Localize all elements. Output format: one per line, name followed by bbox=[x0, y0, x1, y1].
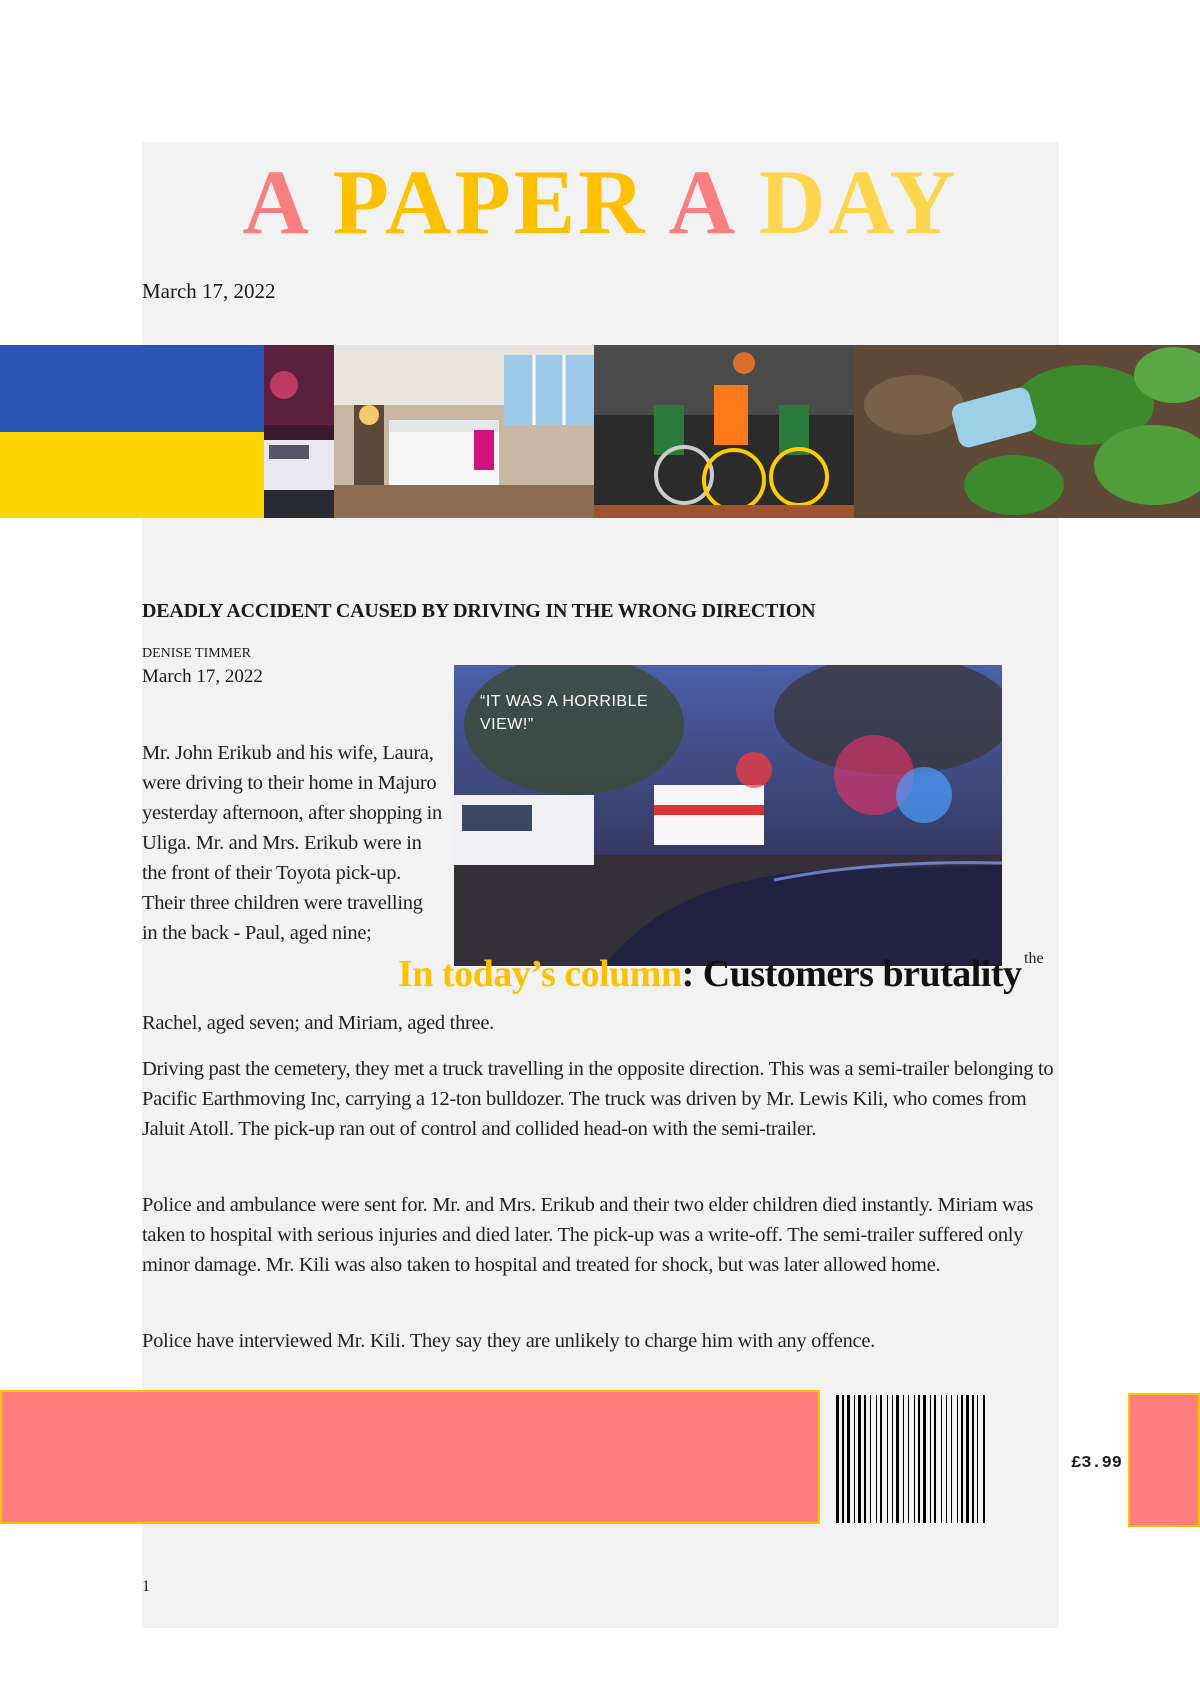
column-teaser-stray-word: the bbox=[1024, 950, 1044, 967]
barcode-bar bbox=[876, 1395, 877, 1523]
barcode-bar bbox=[896, 1395, 899, 1523]
barcode-bar bbox=[847, 1395, 850, 1523]
article-paragraph-1: Mr. John Erikub and his wife, Laura, were driving to their home in Majuro yesterday afternoon, after shopping in Uliga. Mr. and Mrs. Erikub were in the front of their Toyota pick-up. Their three children were travelling in the back - Paul, aged nine; bbox=[142, 742, 442, 944]
barcode-bar bbox=[918, 1395, 920, 1523]
barcode-bar bbox=[957, 1395, 958, 1523]
barcode-bar bbox=[908, 1395, 909, 1523]
barcode-bar bbox=[972, 1395, 974, 1523]
barcode-bar bbox=[946, 1395, 947, 1523]
column-teaser-label: In today’s column bbox=[398, 953, 682, 995]
article-paragraph-3: Police and ambulance were sent for. Mr. and Mrs. Erikub and their two elder children died instantly. Miriam was taken to hospital with serious injuries and died later. The pick-up was a write-off. The semi-trailer suffered only minor damage. Mr. Kili was also taken to hospital and treated for shock, but was later allowed home. bbox=[142, 1194, 1034, 1276]
page-number: 1 bbox=[142, 1578, 150, 1595]
barcode-bar bbox=[870, 1395, 871, 1523]
barcode-bar bbox=[966, 1395, 969, 1523]
price-label: £3.99 bbox=[1071, 1454, 1123, 1473]
barcode-bar bbox=[887, 1395, 888, 1523]
masthead-word-day: DAY bbox=[758, 151, 959, 253]
police-car-night-image bbox=[264, 345, 334, 518]
masthead-title bbox=[142, 150, 1059, 256]
barcode-bar bbox=[983, 1395, 985, 1523]
barcode-bar bbox=[880, 1395, 882, 1523]
masthead-word-a-2: A bbox=[668, 151, 733, 253]
ukraine-flag-image bbox=[0, 345, 264, 518]
article-paragraph-4: Police have interviewed Mr. Kili. They say they are unlikely to charge him with any offence. bbox=[142, 1330, 875, 1352]
masthead-word-a: A bbox=[242, 151, 307, 253]
barcode-bar bbox=[923, 1395, 926, 1523]
barcode-bar bbox=[842, 1395, 844, 1523]
discarded-face-mask-image bbox=[854, 345, 1200, 518]
barcode-bar bbox=[903, 1395, 904, 1523]
column-teaser-topic: Customers brutality bbox=[702, 953, 1022, 995]
barcode-bar bbox=[892, 1395, 893, 1523]
article-paragraph-1-continued: Rachel, aged seven; and Miriam, aged three. bbox=[142, 1012, 494, 1034]
wheelchair-basketball-image bbox=[594, 345, 854, 518]
article-date: March 17, 2022 bbox=[142, 666, 263, 687]
article-headline: DEADLY ACCIDENT CAUSED BY DRIVING IN THE WRONG DIRECTION bbox=[142, 600, 816, 622]
hotel-room-image bbox=[334, 345, 594, 518]
barcode-bar bbox=[934, 1395, 936, 1523]
barcode-bar bbox=[854, 1395, 855, 1523]
column-teaser-colon: : bbox=[681, 953, 694, 995]
barcode bbox=[834, 1395, 1084, 1523]
column-teaser bbox=[398, 952, 1022, 996]
footer-banner bbox=[0, 1390, 820, 1524]
barcode-bar bbox=[914, 1395, 915, 1523]
barcode-bar bbox=[930, 1395, 931, 1523]
barcode-bar bbox=[977, 1395, 978, 1523]
masthead-word-paper: PAPER bbox=[332, 151, 648, 253]
issue-date: March 17, 2022 bbox=[142, 279, 276, 303]
barcode-bar bbox=[858, 1395, 861, 1523]
article-byline: DENISE TIMMER bbox=[142, 646, 252, 661]
barcode-bar bbox=[961, 1395, 963, 1523]
article-paragraph-2: Driving past the cemetery, they met a truck travelling in the opposite direction. This was a semi-trailer belonging to Pacific Earthmoving Inc, carrying a 12-ton bulldozer. The truck was driven by Mr. Lewis Kili, who comes from Jaluit Atoll. The pick-up ran out of control and collided head-on with the semi-trailer. bbox=[142, 1058, 1054, 1140]
barcode-bar bbox=[951, 1395, 952, 1523]
pull-quote: “IT WAS A HORRIBLE VIEW!” bbox=[480, 693, 649, 734]
barcode-bar bbox=[836, 1395, 839, 1523]
barcode-bar bbox=[941, 1395, 942, 1523]
barcode-bar bbox=[864, 1395, 866, 1523]
footer-banner-right bbox=[1128, 1393, 1200, 1527]
